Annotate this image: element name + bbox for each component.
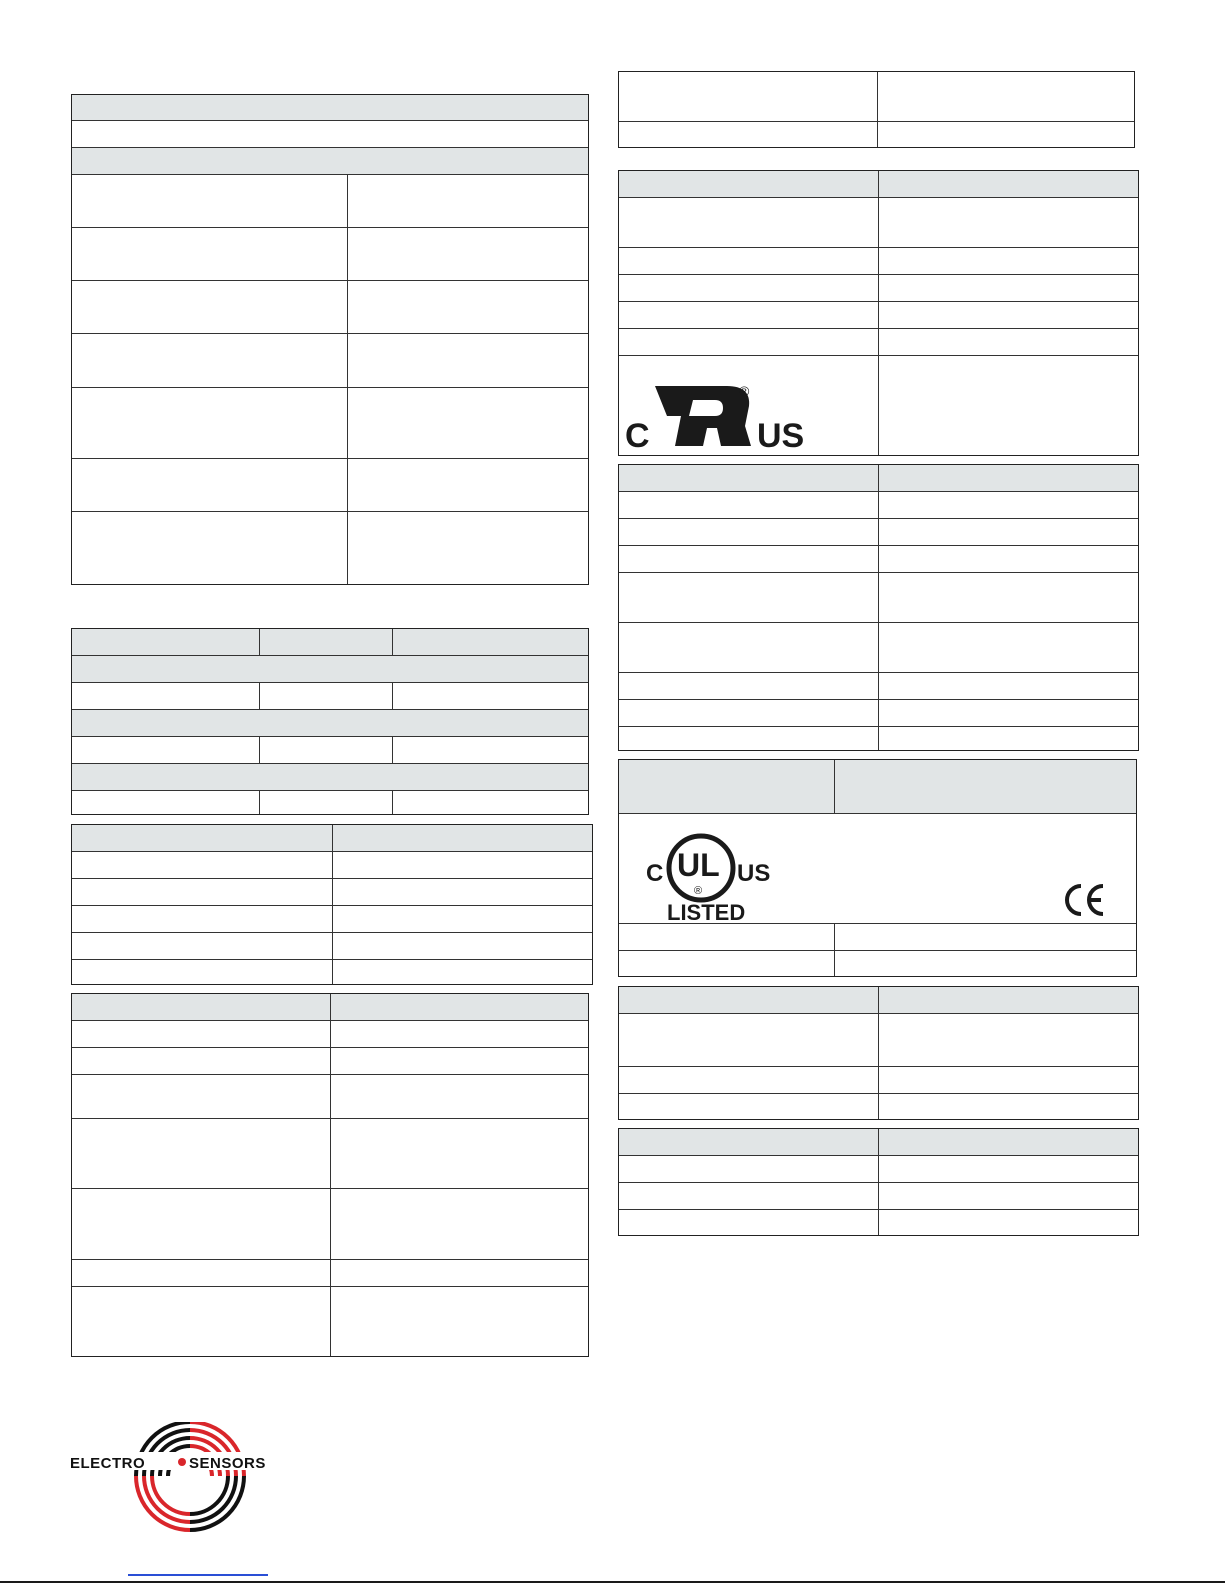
footer-rule [0, 1581, 1225, 1583]
table-cell [72, 960, 333, 984]
spec-table-right-4 [618, 759, 1137, 977]
svg-text:C: C [625, 417, 650, 455]
table-cell [348, 388, 588, 459]
table-cell [619, 700, 879, 727]
table-cell [879, 356, 1138, 455]
table-cell [619, 1156, 879, 1183]
table-cell [72, 1075, 331, 1119]
table-header-cell [72, 629, 260, 656]
table-cell [333, 852, 592, 879]
table-header-cell [619, 760, 835, 814]
table-cell [619, 275, 879, 302]
table-cell [619, 727, 879, 750]
table-subheader [72, 656, 588, 683]
table-cell [619, 1014, 879, 1067]
table-cell [72, 1287, 331, 1356]
table-cell [619, 198, 879, 248]
svg-text:SENSORS: SENSORS [189, 1455, 266, 1472]
table-subheader [72, 148, 588, 175]
table-cell [331, 1075, 588, 1119]
table-cell [393, 683, 588, 710]
table-cell [619, 329, 879, 356]
table-cell [331, 1048, 588, 1075]
svg-text:LISTED: LISTED [667, 900, 746, 924]
table-cell [835, 951, 1136, 976]
spec-table-right-5 [618, 986, 1139, 1120]
table-header-cell [393, 629, 588, 656]
ul-listed-logo [641, 816, 801, 924]
table-header-cell [619, 987, 879, 1014]
certification-logos-row [619, 814, 1136, 924]
table-cell [619, 122, 878, 147]
spec-table-left-1 [71, 94, 589, 585]
table-cell [72, 906, 333, 933]
table-cell [879, 623, 1138, 673]
table-cell [331, 1260, 588, 1287]
table-cell [331, 1287, 588, 1356]
table-cell [879, 1014, 1138, 1067]
table-cell [72, 281, 348, 334]
table-header-cell [879, 1129, 1138, 1156]
svg-text:ELECTRO: ELECTRO [70, 1455, 146, 1472]
table-cell [393, 737, 588, 764]
table-cell [619, 72, 878, 122]
table-cell [879, 1094, 1138, 1119]
table-cell [348, 334, 588, 388]
svg-text:UL: UL [677, 847, 720, 883]
table-header-cell [619, 171, 879, 198]
table-cell [835, 924, 1136, 951]
table-cell [879, 302, 1138, 329]
table-header-cell [879, 987, 1138, 1014]
table-cell [619, 492, 879, 519]
table-cell [72, 791, 260, 814]
spec-table-right-3 [618, 464, 1139, 751]
table-cell [72, 1119, 331, 1189]
table-cell [879, 1156, 1138, 1183]
table-cell [619, 1183, 879, 1210]
table-cell [72, 852, 333, 879]
table-subheader [72, 710, 588, 737]
spec-table-right-6 [618, 1128, 1139, 1236]
table-header [72, 95, 588, 121]
svg-text:US: US [757, 417, 805, 455]
spec-table-left-2 [71, 628, 589, 815]
spec-table-right-2 [618, 170, 1139, 456]
table-cell [879, 275, 1138, 302]
table-cell [879, 546, 1138, 573]
table-cell [72, 459, 348, 512]
svg-text:US: US [737, 860, 771, 887]
table-cell [260, 791, 393, 814]
table-cell [348, 459, 588, 512]
table-cell [260, 683, 393, 710]
table-cell [333, 933, 592, 960]
table-cell [879, 329, 1138, 356]
table-cell [72, 683, 260, 710]
spec-table-left-4 [71, 993, 589, 1357]
ce-mark-logo [1061, 880, 1111, 920]
table-cell [331, 1021, 588, 1048]
table-header-cell [331, 994, 588, 1021]
table-cell [879, 492, 1138, 519]
csa-certification-logo [619, 356, 879, 456]
table-cell [619, 951, 835, 976]
table-cell [879, 727, 1138, 750]
table-cell [879, 1067, 1138, 1094]
table-header-cell [260, 629, 393, 656]
table-cell [333, 906, 592, 933]
table-cell [879, 673, 1138, 700]
table-cell [72, 933, 333, 960]
table-header-cell [879, 465, 1138, 492]
table-cell [879, 573, 1138, 623]
svg-text:®: ® [739, 383, 750, 399]
table-cell [348, 228, 588, 281]
table-cell [879, 1210, 1138, 1235]
table-cell [348, 175, 588, 228]
table-cell [619, 623, 879, 673]
table-header-cell [619, 1129, 879, 1156]
table-subheader [72, 764, 588, 791]
table-cell [393, 791, 588, 814]
table-cell [333, 960, 592, 984]
table-cell [348, 512, 588, 584]
table-cell [72, 512, 348, 584]
table-cell [879, 519, 1138, 546]
table-cell [619, 519, 879, 546]
footer-link-underline [128, 1574, 268, 1576]
table-cell [619, 248, 879, 275]
table-cell [72, 334, 348, 388]
table-header-cell [879, 171, 1138, 198]
table-header-cell [333, 825, 592, 852]
table-cell [619, 573, 879, 623]
table-cell [619, 546, 879, 573]
svg-text:®: ® [694, 885, 703, 897]
table-cell [331, 1189, 588, 1260]
table-cell [619, 1094, 879, 1119]
table-cell [72, 1021, 331, 1048]
table-cell [72, 175, 348, 228]
table-cell [72, 1189, 331, 1260]
table-cell [619, 673, 879, 700]
table-row [72, 121, 588, 148]
table-cell [348, 281, 588, 334]
table-cell [879, 1183, 1138, 1210]
table-header-cell [72, 994, 331, 1021]
table-cell [72, 879, 333, 906]
table-cell [879, 700, 1138, 727]
spec-table-right-1 [618, 71, 1135, 148]
svg-text:C: C [646, 860, 664, 887]
table-cell [619, 1210, 879, 1235]
table-cell [619, 924, 835, 951]
table-header-cell [619, 465, 879, 492]
electro-sensors-logo [66, 1422, 276, 1532]
table-cell [879, 198, 1138, 248]
table-cell [72, 737, 260, 764]
table-cell [333, 879, 592, 906]
table-cell [72, 1260, 331, 1287]
table-cell [260, 737, 393, 764]
table-cell [72, 228, 348, 281]
table-cell [878, 72, 1134, 122]
table-cell [72, 1048, 331, 1075]
table-cell [878, 122, 1134, 147]
csa-logo-cell [619, 356, 879, 455]
table-cell [619, 302, 879, 329]
spec-table-left-3 [71, 824, 593, 985]
table-cell [879, 248, 1138, 275]
table-cell [619, 1067, 879, 1094]
table-header-cell [835, 760, 1136, 814]
table-header-cell [72, 825, 333, 852]
table-cell [72, 388, 348, 459]
table-cell [331, 1119, 588, 1189]
